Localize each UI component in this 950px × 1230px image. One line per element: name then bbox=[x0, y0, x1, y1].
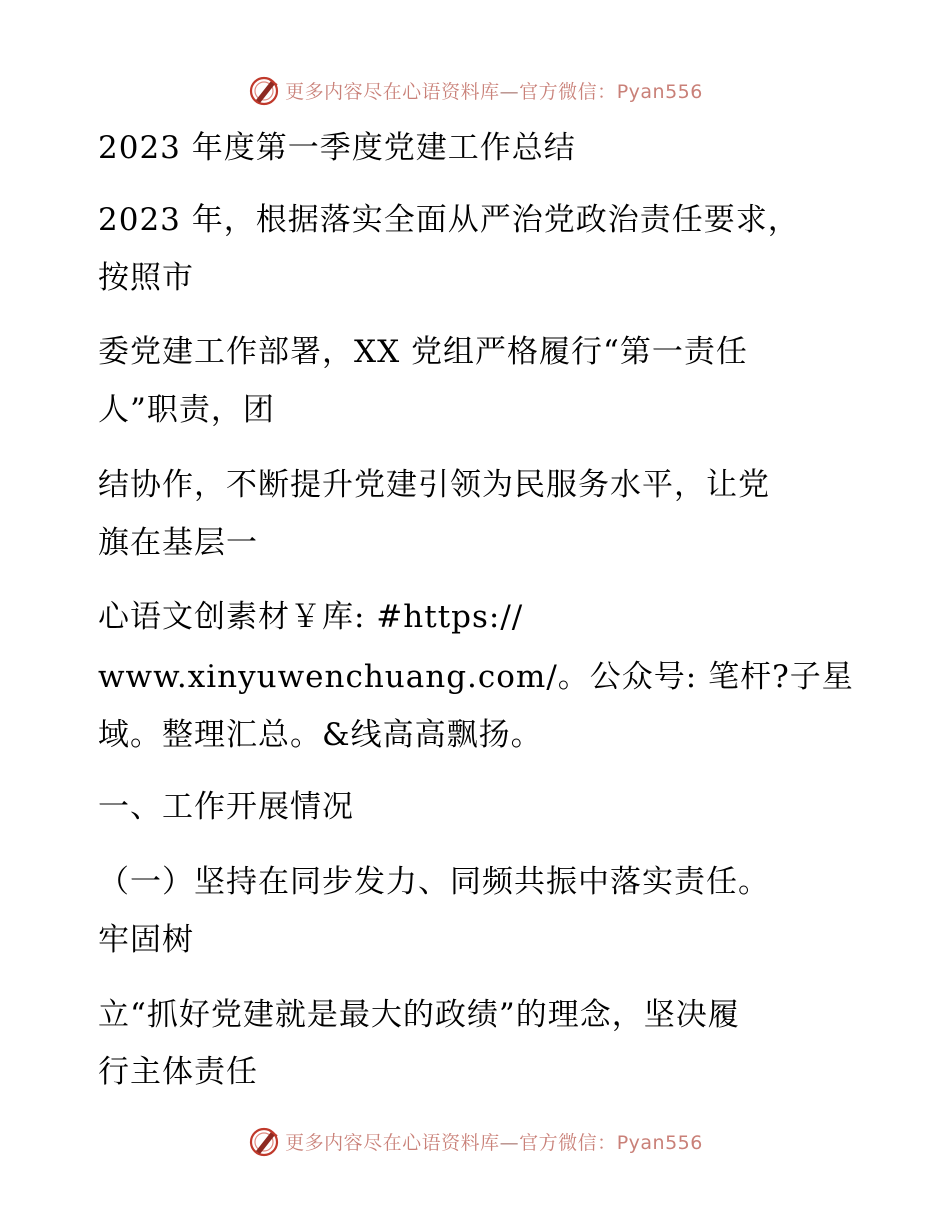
paragraph-line: www.xinyuwenchuang.com/。公众号: 笔杆?子星 bbox=[98, 659, 854, 695]
paragraph-line: 按照市 bbox=[98, 260, 194, 296]
paragraph-line: 心语文创素材￥库: #https:// bbox=[98, 599, 524, 635]
document-title: 2023 年度第一季度党建工作总结 bbox=[98, 130, 576, 166]
paragraph-line: 行主体责任 bbox=[98, 1054, 258, 1090]
paragraph-line: 委党建工作部署，XX 党组严格履行“第一责任 bbox=[98, 334, 748, 370]
paragraph-line: 立“抓好党建就是最大的政绩”的理念，坚决履 bbox=[98, 997, 740, 1033]
footer-watermark-banner bbox=[0, 1121, 950, 1161]
paragraph-line: 2023 年，根据落实全面从严治党政治责任要求， bbox=[98, 202, 800, 238]
paragraph-line: 结协作，不断提升党建引领为民服务水平，让党 bbox=[98, 467, 770, 503]
section-heading: 一、工作开展情况 bbox=[98, 789, 354, 825]
pen-seal-icon bbox=[247, 1124, 281, 1158]
paragraph-line: 牢固树 bbox=[98, 922, 194, 958]
paragraph-line: 旗在基层一 bbox=[98, 525, 258, 561]
watermark-text: 更多内容尽在心语资料库—官方微信：Pyan556 bbox=[285, 1131, 703, 1154]
pen-seal-icon bbox=[247, 73, 281, 107]
paragraph-line: 人”职责，团 bbox=[98, 392, 275, 428]
paragraph-line: 域。整理汇总。&线高高飘扬。 bbox=[98, 717, 543, 753]
watermark-text: 更多内容尽在心语资料库—官方微信：Pyan556 bbox=[285, 80, 703, 103]
header-watermark-banner bbox=[0, 70, 950, 110]
subsection-heading: （一）坚持在同步发力、同频共振中落实责任。 bbox=[98, 864, 770, 900]
